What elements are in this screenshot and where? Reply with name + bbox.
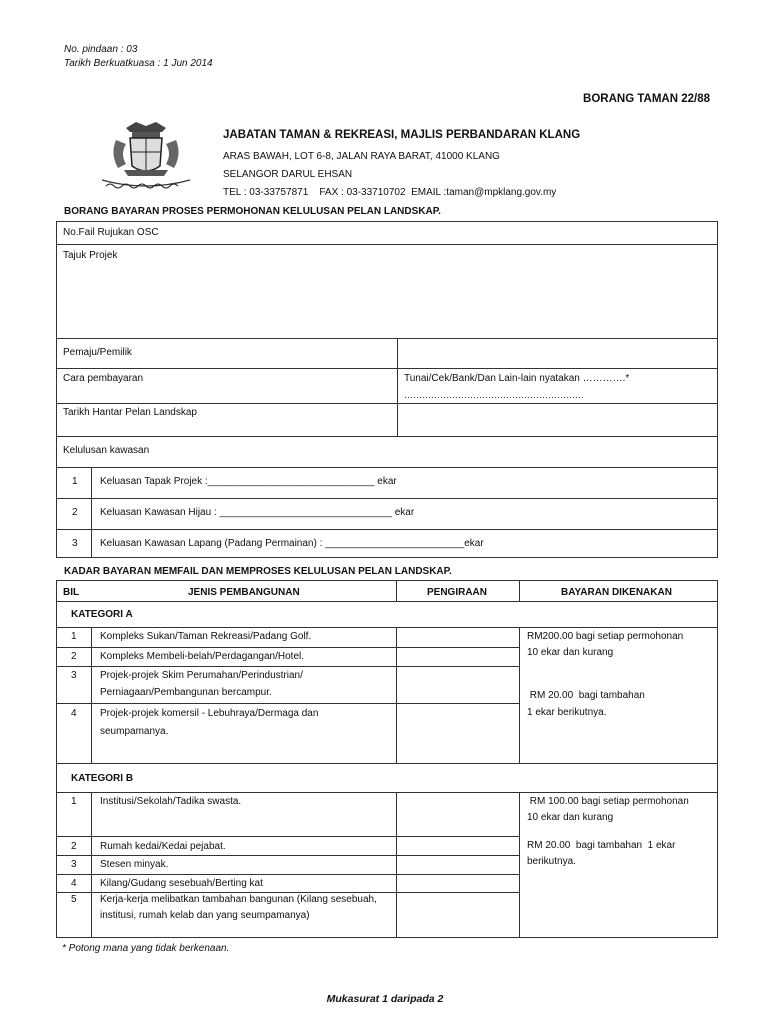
category-a-fee-base: RM200.00 bagi setiap permohonan	[527, 631, 684, 642]
row-number: 4	[71, 878, 77, 889]
organization-name: JABATAN TAMAN & REKREASI, MAJLIS PERBANDARAN KLANG	[223, 129, 581, 141]
row-number: 5	[71, 894, 77, 905]
development-type-cont: Perniagaan/Pembangunan bercampur.	[100, 687, 272, 698]
column-header-no: BIL	[63, 587, 80, 598]
area-row-number: 2	[72, 507, 78, 518]
category-b-heading: KATEGORI B	[71, 773, 134, 784]
area-row-number: 1	[72, 476, 78, 487]
payment-method-options: Tunai/Cek/Bank/Dan Lain-lain nyatakan ………….*	[404, 373, 630, 384]
development-type-cont: institusi, rumah kelab dan yang seumpamanya)	[100, 910, 310, 921]
development-type: Kilang/Gudang sesebuah/Berting kat	[100, 878, 263, 889]
open-space-area-field: Keluasan Kawasan Lapang (Padang Permainan) : _________________________ekar	[100, 538, 484, 549]
amendment-number: No. pindaan : 03	[64, 44, 138, 55]
column-header-fee: BAYARAN DIKENAKAN	[561, 587, 672, 598]
column-header-calculation: PENGIRAAN	[427, 587, 488, 598]
form2-title: KADAR BAYARAN MEMFAIL DAN MEMPROSES KELULUSAN PELAN LANDSKAP.	[64, 566, 452, 577]
site-area-field: Keluasan Tapak Projek :______________________________ ekar	[100, 476, 397, 487]
category-a-fee-extra-cont: 1 ekar berikutnya.	[527, 707, 607, 718]
row-number: 1	[71, 796, 77, 807]
address-line-1: ARAS BAWAH, LOT 6-8, JALAN RAYA BARAT, 41000 KLANG	[223, 151, 500, 162]
development-type: Kompleks Membeli-belah/Perdagangan/Hotel.	[100, 651, 305, 662]
development-type: Kompleks Sukan/Taman Rekreasi/Padang Golf.	[100, 631, 312, 642]
category-b-fee-base-cont: 10 ekar dan kurang	[527, 812, 614, 823]
row-number: 2	[71, 841, 77, 852]
development-type: Institusi/Sekolah/Tadika swasta.	[100, 796, 242, 807]
form-code: BORANG TAMAN 22/88	[583, 93, 710, 105]
row-number: 3	[71, 670, 77, 681]
category-b-fee-extra: RM 20.00 bagi tambahan 1 ekar	[527, 840, 676, 851]
file-reference-label: No.Fail Rujukan OSC	[63, 227, 159, 238]
form1-title: BORANG BAYARAN PROSES PERMOHONAN KELULUSAN PELAN LANDSKAP.	[64, 206, 441, 217]
row-number: 4	[71, 708, 77, 719]
category-a-heading: KATEGORI A	[71, 609, 133, 620]
area-row-number: 3	[72, 538, 78, 549]
column-header-development-type: JENIS PEMBANGUNAN	[188, 587, 300, 598]
development-type: Projek-projek Skim Perumahan/Perindustrian/	[100, 670, 303, 681]
category-b-fee-base: RM 100.00 bagi setiap permohonan	[527, 796, 689, 807]
developer-label: Pemaju/Pemilik	[63, 347, 132, 358]
development-type: Rumah kedai/Kedai pejabat.	[100, 841, 226, 852]
category-a-fee-extra: RM 20.00 bagi tambahan	[527, 690, 645, 701]
row-number: 2	[71, 651, 77, 662]
footnote: * Potong mana yang tidak berkenaan.	[62, 943, 230, 954]
category-b-fee-extra-cont: berikutnya.	[527, 856, 576, 867]
development-type: Stesen minyak.	[100, 859, 169, 870]
address-line-2: SELANGOR DARUL EHSAN	[223, 169, 353, 180]
payment-method-label: Cara pembayaran	[63, 373, 144, 384]
development-type: Projek-projek komersil - Lebuhraya/Dermaga dan	[100, 708, 319, 719]
submit-date-label: Tarikh Hantar Pelan Landskap	[63, 407, 197, 418]
area-approval-label: Kelulusan kawasan	[63, 445, 150, 456]
row-number: 3	[71, 859, 77, 870]
payment-method-dots: ……………………………………………………	[404, 390, 584, 400]
row-number: 1	[71, 631, 77, 642]
development-type-cont: seumpamanya.	[100, 726, 169, 737]
effective-date: Tarikh Berkuatkuasa : 1 Jun 2014	[64, 58, 213, 69]
project-title-label: Tajuk Projek	[63, 250, 118, 261]
page-number: Mukasurat 1 daripada 2	[326, 993, 444, 1005]
municipal-crest-logo	[96, 118, 196, 202]
contact-line: TEL : 03-33757871 FAX : 03-33710702 EMAIL :taman@mpklang.gov.my	[223, 187, 557, 198]
category-a-fee-base-cont: 10 ekar dan kurang	[527, 647, 614, 658]
green-area-field: Keluasan Kawasan Hijau : _______________________________ ekar	[100, 507, 415, 518]
development-type: Kerja-kerja melibatkan tambahan bangunan (Kilang sesebuah,	[100, 894, 377, 905]
